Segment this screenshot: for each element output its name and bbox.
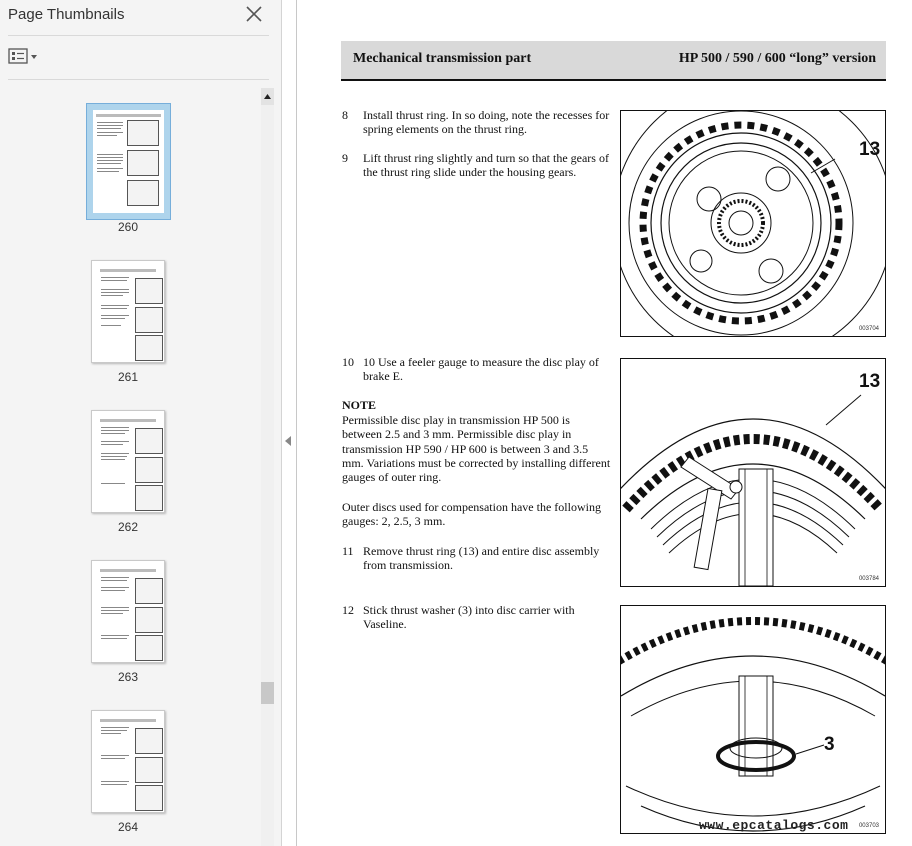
- page-thumbnail-260[interactable]: [86, 103, 171, 220]
- thumbnail-label: 262: [117, 520, 139, 534]
- thrust-ring-illustration: [621, 111, 885, 336]
- watermark: www.epcatalogs.com: [699, 818, 849, 833]
- header-model-title: HP 500 / 590 / 600 “long” version: [678, 51, 876, 66]
- thumbnail-label: 260: [117, 220, 139, 234]
- thumbnail-page-preview: [97, 415, 159, 508]
- thumbnail-page-preview: [93, 110, 164, 213]
- step-text: Lift thrust ring slightly and turn so that the gears of the thrust ring slide under the housing gears.: [363, 151, 609, 179]
- scrollbar-thumb[interactable]: [261, 682, 274, 704]
- page-thumbnail-262[interactable]: [91, 410, 165, 513]
- step-text: 10 Use a feeler gauge to measure the disc play of brake E.: [363, 355, 599, 383]
- page-header: [341, 41, 886, 81]
- thumbnail-label: 261: [117, 370, 139, 384]
- step-number: 8: [342, 108, 348, 122]
- step-number: 11: [342, 544, 354, 558]
- step-text: Stick thrust washer (3) into disc carrier with Vaseline.: [363, 603, 575, 631]
- figure-thrust-washer: [620, 605, 886, 834]
- page-thumbnail-263[interactable]: [91, 560, 165, 663]
- thumbnail-label: 264: [117, 820, 139, 834]
- close-icon[interactable]: [244, 4, 264, 24]
- step-text: Remove thrust ring (13) and entire disc assembly from transmission.: [363, 544, 600, 572]
- document-page: [297, 0, 912, 846]
- thumbnail-options-icon: [8, 47, 40, 67]
- step-number: 10: [342, 355, 354, 369]
- thumbnail-label: 263: [117, 670, 139, 684]
- page-thumbnails-panel: [0, 0, 282, 846]
- collapse-panel-icon[interactable]: [285, 436, 291, 446]
- figure-callout: 13: [859, 139, 881, 160]
- note-text: Permissible disc play in transmission HP 500 is between 2.5 and 3 mm. Permissible disc play in transmission HP 590 / HP 600 is between 3 and 3.5 mm. Variations must be corrected by installing different gauges of outer ring.: [342, 413, 611, 485]
- feeler-gauge-illustration: [621, 359, 885, 586]
- page-thumbnail-261[interactable]: [91, 260, 165, 363]
- figure-callout: 3: [824, 734, 835, 755]
- compensation-text: Outer discs used for compensation have the following gauges: 2, 2.5, 3 mm.: [342, 500, 601, 529]
- thrust-washer-illustration: [621, 606, 885, 833]
- step-number: 9: [342, 151, 348, 165]
- figure-thrust-ring: [620, 110, 886, 337]
- panel-title: Page Thumbnails: [8, 6, 125, 23]
- figure-code: 003703: [858, 823, 879, 829]
- thumbnail-page-preview: [97, 565, 159, 658]
- figure-callout: 13: [859, 371, 881, 392]
- page-thumbnail-264[interactable]: [91, 710, 165, 813]
- note-heading: NOTE: [342, 398, 377, 412]
- step-number: 12: [342, 603, 354, 617]
- header-section-title: Mechanical transmission part: [353, 51, 532, 66]
- figure-code: 003784: [858, 576, 879, 582]
- thumbnail-scrollbar[interactable]: [261, 88, 274, 846]
- thumbnail-options-button[interactable]: [8, 47, 40, 67]
- panel-divider: [8, 79, 269, 80]
- figure-code: 003704: [858, 326, 879, 332]
- figure-feeler-gauge: [620, 358, 886, 587]
- chevron-up-icon: [261, 88, 274, 105]
- thumbnail-page-preview: [97, 265, 159, 358]
- thumbnail-page-preview: [97, 715, 159, 808]
- scroll-up-button[interactable]: [261, 88, 274, 105]
- step-text: Install thrust ring. In so doing, note the recesses for spring elements on the thrust ring.: [363, 108, 610, 136]
- panel-divider: [8, 35, 269, 36]
